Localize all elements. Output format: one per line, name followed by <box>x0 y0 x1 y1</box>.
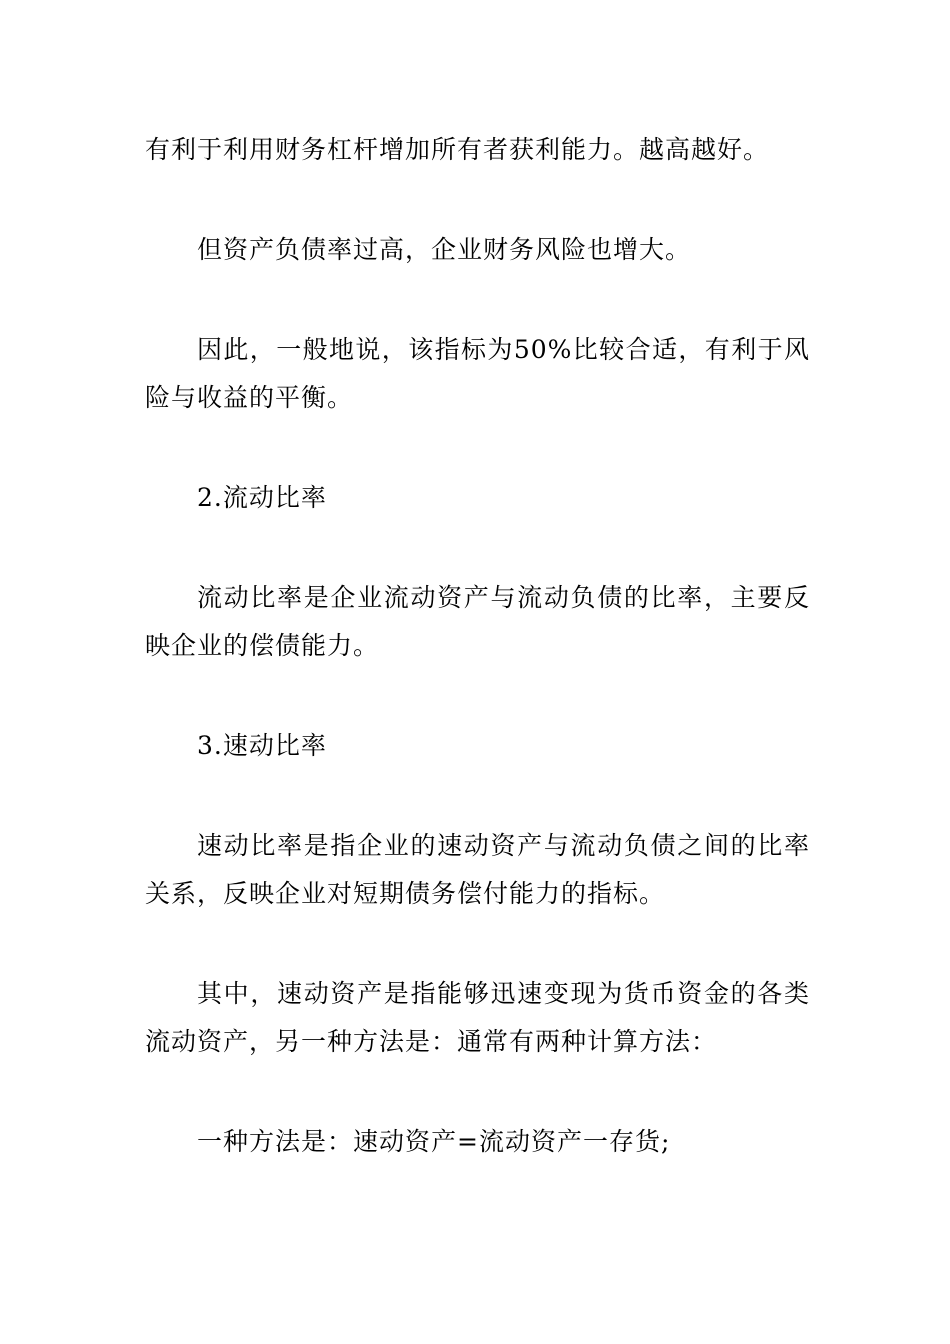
paragraph-current-ratio: 流动比率是企业流动资产与流动负债的比率，主要反映企业的偿债能力。 <box>145 583 810 660</box>
paragraph-risk: 但资产负债率过高，企业财务风险也增大。 <box>197 235 692 264</box>
document-body <box>145 126 810 1218</box>
heading-current-ratio: 2.流动比率 <box>197 483 327 512</box>
heading-quick-ratio: 3.速动比率 <box>197 731 327 760</box>
paragraph-continuation: 有利于利用财务杠杆增加所有者获利能力。越高越好。 <box>145 135 770 164</box>
paragraph-quick-ratio: 速动比率是指企业的速动资产与流动负债之间的比率关系，反映企业对短期债务偿付能力的指标。 <box>145 831 810 908</box>
paragraph-method-one: 一种方法是：速动资产=流动资产一存货; <box>197 1127 671 1156</box>
paragraph-conclusion: 因此，一般地说，该指标为50%比较合适，有利于风险与收益的平衡。 <box>145 335 810 412</box>
paragraph-quick-assets: 其中，速动资产是指能够迅速变现为货币资金的各类流动资产，另一种方法是：通常有两种计算方法： <box>145 979 810 1056</box>
